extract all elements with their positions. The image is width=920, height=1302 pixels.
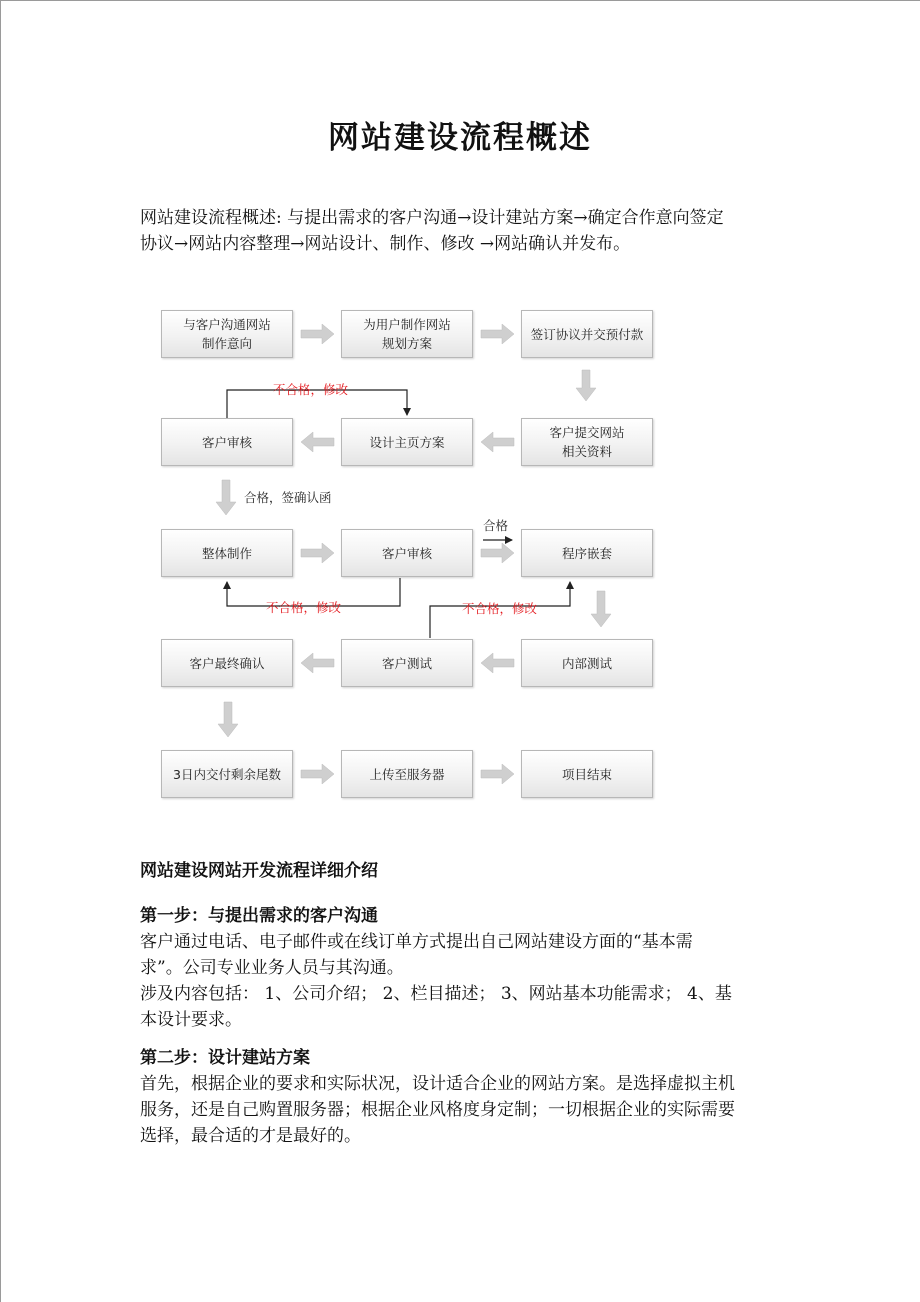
box-review1: 客户审核	[161, 418, 293, 466]
arrow-down	[591, 591, 611, 627]
step2-text: 选择，最合适的才是最好的。	[140, 1126, 361, 1146]
label-pass-sign: 合格，签确认函	[244, 490, 332, 505]
intro-line: 协议→网站内容整理→网站设计、制作、修改 →网站确认并发布。	[140, 234, 631, 254]
step1-text: 求”。公司专业业务人员与其沟通。	[140, 958, 404, 978]
box-production: 整体制作	[161, 529, 293, 577]
arrow-left	[301, 432, 334, 452]
step1-text: 涉及内容包括： 1、公司介绍； 2、栏目描述； 3、网站基本功能需求； 4、基	[140, 984, 732, 1004]
box-final-confirm: 客户最终确认	[161, 639, 293, 687]
arrow-right	[301, 543, 334, 563]
step1-text: 本设计要求。	[140, 1010, 242, 1030]
arrow-down	[216, 480, 236, 515]
step2-text: 服务，还是自己购置服务器；根据企业风格度身定制；一切根据企业的实际需要	[140, 1100, 735, 1120]
label-fail-3: 不合格，修改	[462, 601, 538, 616]
process-flowchart	[140, 300, 680, 810]
arrow-right	[301, 764, 334, 784]
box-client-test: 客户测试	[341, 639, 473, 687]
intro-line: 网站建设流程概述: 与提出需求的客户沟通→设计建站方案→确定合作意向签定	[140, 208, 724, 228]
box-homepage: 设计主页方案	[341, 418, 473, 466]
box-end: 项目结束	[521, 750, 653, 798]
box-communicate: 与客户沟通网站 制作意向	[161, 310, 293, 358]
step2-text: 首先，根据企业的要求和实际状况，设计适合企业的网站方案。是选择虚拟主机	[140, 1074, 735, 1094]
arrow-right	[481, 764, 514, 784]
page-border-top	[0, 0, 920, 1]
box-embed: 程序嵌套	[521, 529, 653, 577]
box-plan: 为用户制作网站 规划方案	[341, 310, 473, 358]
document-title: 网站建设流程概述	[328, 120, 592, 156]
step1-text: 客户通过电话、电子邮件或在线订单方式提出自己网站建设方面的“基本需	[140, 932, 693, 952]
box-sign: 签订协议并交预付款	[521, 310, 653, 358]
arrow-left	[481, 432, 514, 452]
step2-heading: 第二步：设计建站方案	[140, 1048, 310, 1068]
box-internal-test: 内部测试	[521, 639, 653, 687]
label-fail-1: 不合格，修改	[273, 382, 349, 397]
box-payment: 3日内交付剩余尾数	[161, 750, 293, 798]
arrow-right	[301, 324, 334, 344]
arrow-down	[218, 702, 238, 737]
step2-block	[140, 1045, 790, 1149]
label-pass: 合格	[483, 518, 509, 533]
intro-paragraph	[140, 205, 790, 257]
section-title: 网站建设网站开发流程详细介绍	[140, 861, 378, 881]
arrow-left	[481, 653, 514, 673]
arrow-right	[481, 543, 514, 563]
page-border-left	[0, 0, 1, 1302]
arrow-down	[576, 370, 596, 401]
step1-heading: 第一步：与提出需求的客户沟通	[140, 906, 378, 926]
box-materials: 客户提交网站 相关资料	[521, 418, 653, 466]
box-review2: 客户审核	[341, 529, 473, 577]
step1-block	[140, 903, 790, 1033]
box-upload: 上传至服务器	[341, 750, 473, 798]
label-fail-2: 不合格，修改	[266, 600, 342, 615]
arrow-right	[481, 324, 514, 344]
arrow-left	[301, 653, 334, 673]
